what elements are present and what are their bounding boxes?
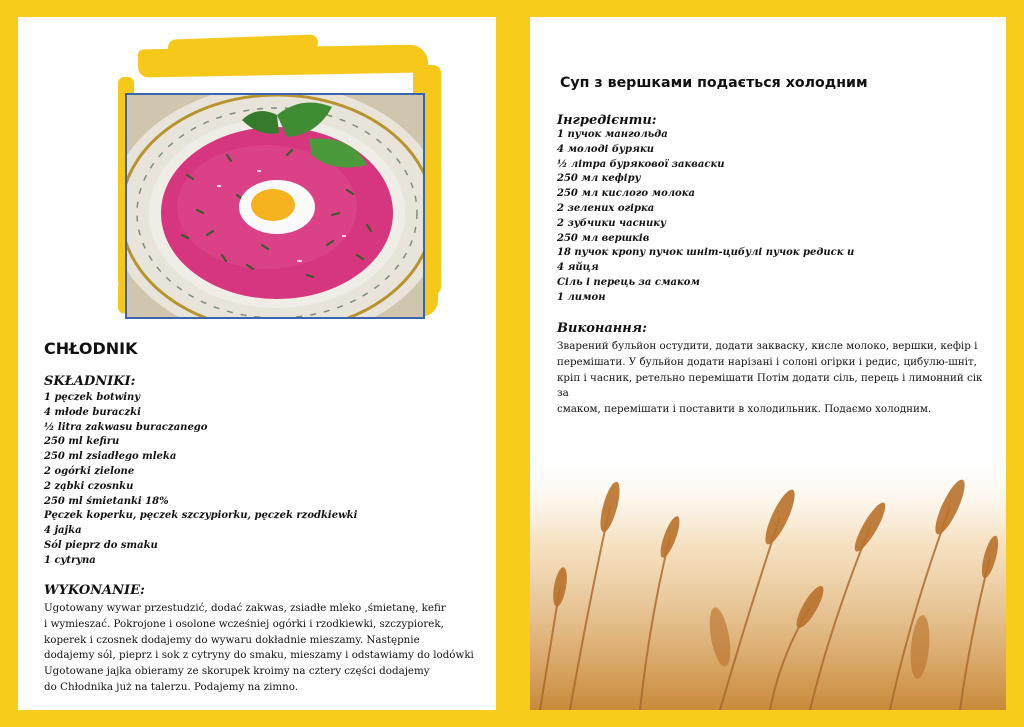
- soup-photo: [125, 93, 425, 319]
- method-line: koperek i czosnek dodajemy do wywaru dokładnie mieszamy. Następnie: [44, 633, 420, 646]
- ingredients-heading: SKŁADNIKI:: [44, 374, 136, 389]
- ingredient-item: 250 ml śmietanki 18%: [44, 495, 169, 507]
- method-line: Ugotowane jajka obieramy ze skorupek kroimy na cztery części dodajemy: [44, 665, 430, 678]
- ingredient-item: 250 ml kefiru: [44, 436, 120, 448]
- ingredient-item: 2 ząbki czosnku: [44, 480, 134, 492]
- ingredient-item: ½ litra zakwasu buraczanego: [44, 421, 208, 433]
- ingredient-item: 1 cytryna: [44, 554, 96, 566]
- method-line: перемішати. У бульйон додати нарізані і солоні огірки і редис, цибулю-шніт,: [557, 355, 977, 368]
- ingredient-item: Pęczek koperku, pęczek szczypiorku, pęczek rzodkiewki: [44, 510, 358, 522]
- method-line: смаком, перемішати і поставити в холодильник. Подаємо холодним.: [557, 403, 932, 416]
- ingredient-item: 4 молоді буряки: [557, 143, 655, 155]
- method-line: Ugotowany wywar przestudzić, dodać zakwas, zsiadłe mleko ,śmietanę, kefir: [44, 602, 446, 614]
- ingredients-heading: Інгредієнти:: [557, 113, 657, 128]
- ingredient-item: 1 пучок мангольда: [557, 129, 668, 140]
- ingredient-item: Сіль і перець за смаком: [557, 276, 700, 288]
- ingredient-item: ½ літра бурякової закваски: [557, 158, 725, 170]
- ingredient-item: 250 мл кислого молока: [557, 188, 695, 200]
- method-text: [44, 601, 484, 696]
- ingredient-item: 4 młode buraczki: [44, 406, 141, 418]
- recipe-title: Суп з вершками подається холодним: [560, 75, 868, 91]
- ingredient-item: 4 jajka: [44, 525, 82, 537]
- method-text: [557, 339, 987, 418]
- wheat-field-image: [530, 447, 1006, 710]
- ingredient-item: 4 яйця: [557, 262, 599, 274]
- ingredient-item: 2 ogórki zielone: [44, 465, 135, 477]
- left-page-polish: [18, 17, 496, 710]
- method-heading: Виконання:: [557, 321, 647, 336]
- brush-stroke: [138, 44, 428, 77]
- method-line: dodajemy sól, pieprz i sok z cytryny do smaku, mieszamy i odstawiamy do lodówki: [44, 649, 474, 662]
- method-line: кріп і часник, ретельно перемішати Потім додати сіль, перець і лимонний сік за: [557, 371, 983, 400]
- right-page-ukrainian: [530, 17, 1006, 710]
- ingredient-item: 250 мл кефіру: [557, 173, 641, 185]
- method-heading: WYKONANIE:: [44, 583, 145, 598]
- ingredient-item: 250 ml zsiadłego mleka: [44, 451, 177, 463]
- soup-bowl-image: [127, 95, 423, 317]
- ingredient-item: 2 зелених огірка: [557, 202, 655, 214]
- ingredient-item: 2 зубчики часнику: [557, 217, 666, 229]
- ingredient-item: 1 pęczek botwiny: [44, 392, 141, 403]
- ingredient-item: Sól pieprz do smaku: [44, 539, 158, 551]
- ingredients-list: [557, 128, 854, 306]
- method-line: i wymieszać. Pokrojone i osolone wcześniej ogórki i rzodkiewki, szczypiorek,: [44, 617, 444, 630]
- ingredient-item: 1 лимон: [557, 291, 606, 303]
- ingredients-list: [44, 391, 357, 569]
- recipe-title: CHŁODNIK: [44, 339, 138, 358]
- ingredient-item: 250 мл вершків: [557, 232, 650, 244]
- method-line: Зварений бульйон остудити, додати закваску, кисле молоко, вершки, кефір і: [557, 340, 978, 352]
- ingredient-item: 18 пучок кропу пучок шніт-цибулі пучок редиск и: [557, 247, 855, 259]
- method-line: do Chłodnika już na talerzu. Podajemy na zimno.: [44, 680, 299, 693]
